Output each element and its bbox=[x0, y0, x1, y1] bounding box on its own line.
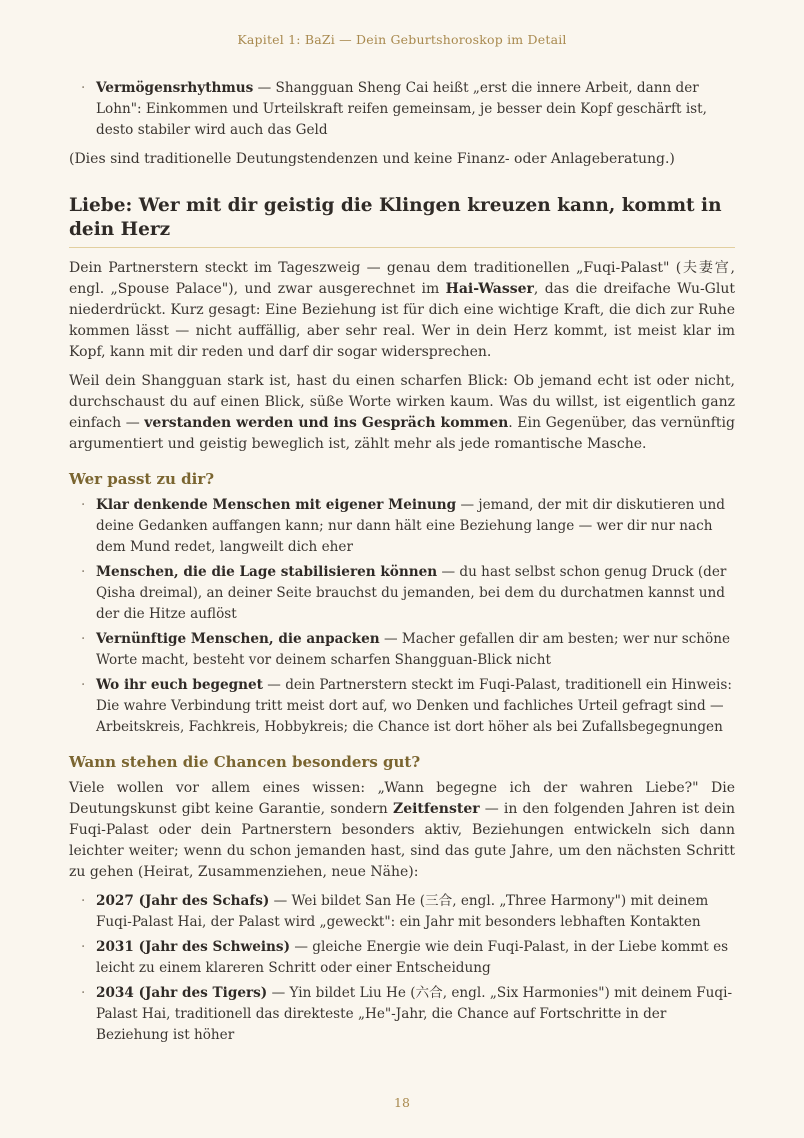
bullet-dot: · bbox=[81, 497, 86, 513]
bullet-dot: · bbox=[81, 80, 86, 96]
text-segment: — in den folgenden Jahren ist dein Fuqi-Palast oder dein Partnerstern besonders aktiv, Beziehungen entwickeln sich dann leichter weiter; wenn du schon jemanden hast, sind das gute Jahre, um den nächsten Schritt zu gehen (Heirat, Zusammenziehen, neue Nähe): bbox=[69, 801, 735, 880]
chances-paragraph bbox=[69, 778, 735, 883]
list-item-text: — dein Partnerstern steckt im Fuqi-Palast, traditionell ein Hinweis: Die wahre Verbindung tritt meist dort auf, wo Denken und fachliches Urteil gefragt sind — Arbeitskreis, Fachkreis, Hobbykreis; die Chance ist dort höher als bei Zufallsbegegnungen bbox=[96, 677, 732, 735]
text-segment: Viele wollen vor allem eines wissen: „Wann begegne ich der wahren Liebe?" Die Deutungskunst gibt keine Garantie, sondern bbox=[69, 780, 735, 817]
bold-term: Zeitfenster bbox=[392, 801, 480, 817]
list-item bbox=[69, 983, 735, 1046]
list-item bbox=[69, 675, 735, 738]
list-item bbox=[69, 937, 735, 979]
list-item-text: — Wei bildet San He (三合, engl. „Three Harmony") mit deinem Fuqi-Palast Hai, der Palast wird „geweckt": ein Jahr mit besonders lebhaften Kontakten bbox=[96, 893, 709, 930]
bullet-dot: · bbox=[81, 939, 86, 955]
match-list bbox=[69, 495, 735, 738]
page-number: 18 bbox=[394, 1095, 410, 1110]
list-item-term: 2034 (Jahr des Tigers) bbox=[96, 985, 268, 1001]
list-item-term: 2031 (Jahr des Schweins) bbox=[96, 939, 291, 955]
subheading-chances: Wann stehen die Chancen besonders gut? bbox=[69, 753, 421, 771]
bold-term: verstanden werden und ins Gespräch kommen bbox=[144, 415, 509, 431]
list-item bbox=[69, 891, 735, 933]
bullet-dot: · bbox=[81, 677, 86, 693]
text-segment: Dein Partnerstern steckt im Tageszweig — genau dem traditionellen „Fuqi-Palast" (夫妻宫, engl. „Spouse Palace"), und zwar ausgerechnet im bbox=[69, 260, 735, 297]
love-paragraph-2 bbox=[69, 371, 735, 455]
list-item bbox=[69, 78, 735, 141]
list-item-term: Klar denkende Menschen mit eigener Meinung bbox=[96, 497, 457, 513]
page-content bbox=[69, 78, 735, 1050]
bullet-dot: · bbox=[81, 564, 86, 580]
list-item-term: Vermögensrhythmus bbox=[96, 80, 254, 96]
list-item-term: Wo ihr euch begegnet bbox=[96, 677, 263, 693]
bullet-dot: · bbox=[81, 631, 86, 647]
list-item-term: 2027 (Jahr des Schafs) bbox=[96, 893, 270, 909]
bullet-dot: · bbox=[81, 893, 86, 909]
list-item-text: — Macher gefallen dir am besten; wer nur schöne Worte macht, besteht vor deinem scharfen Shangguan-Blick nicht bbox=[96, 631, 731, 668]
list-item-text: — jemand, der mit dir diskutieren und deine Gedanken auffangen kann; nur dann hält eine Beziehung lange — wer dir nur nach dem Mund redet, langweilt dich eher bbox=[96, 497, 725, 555]
bold-term: Hai-Wasser bbox=[445, 281, 534, 297]
love-paragraph-1 bbox=[69, 258, 735, 363]
list-item-term: Menschen, die die Lage stabilisieren können bbox=[96, 564, 438, 580]
list-item-text: — Shangguan Sheng Cai heißt „erst die innere Arbeit, dann der Lohn": Einkommen und Urteilskraft reifen gemeinsam, je besser dein Kopf geschärft ist, desto stabiler wird auch das Geld bbox=[96, 80, 707, 138]
disclaimer: (Dies sind traditionelle Deutungstendenzen und keine Finanz- oder Anlageberatung.) bbox=[69, 151, 675, 167]
list-item-term: Vernünftige Menschen, die anpacken bbox=[96, 631, 380, 647]
text-segment: Weil dein Shangguan stark ist, hast du einen scharfen Blick: Ob jemand echt ist oder nicht, durchschaust du auf einen Blick, süße Worte wirken kaum. Was du willst, ist eigentlich ganz einfach — bbox=[69, 373, 735, 431]
wealth-list bbox=[69, 78, 735, 141]
section-heading-love: Liebe: Wer mit dir geistig die Klingen kreuzen kann, kommt in dein Herz bbox=[69, 194, 735, 248]
list-item-text: — Yin bildet Liu He (六合, engl. „Six Harmonies") mit deinem Fuqi-Palast Hai, traditionell das direkteste „He"-Jahr, die Chance auf Fortschritte in der Beziehung ist höher bbox=[96, 985, 733, 1043]
list-item bbox=[69, 629, 735, 671]
list-item bbox=[69, 562, 735, 625]
list-item-text: — gleiche Energie wie dein Fuqi-Palast, in der Liebe kommt es leicht zu einem klareren Schritt oder einer Entscheidung bbox=[96, 939, 729, 976]
list-item bbox=[69, 495, 735, 558]
text-segment: , das die dreifache Wu-Glut niederdrückt. Kurz gesagt: Eine Beziehung ist für dich eine wichtige Kraft, die dich zur Ruhe kommen lässt — nicht auffällig, aber sehr real. Wer in dein Herz kommt, ist meist klar im Kopf, kann mit dir reden und darf dir sogar widersprechen. bbox=[69, 281, 735, 360]
text-segment: . Ein Gegenüber, das vernünftig argumentiert und geistig beweglich ist, zählt mehr als jede romantische Masche. bbox=[69, 415, 735, 452]
list-item-text: — du hast selbst schon genug Druck (der Qisha dreimal), an deiner Seite brauchst du jemanden, bei dem du durchatmen kannst und der die Hitze auflöst bbox=[96, 564, 727, 622]
running-header: Kapitel 1: BaZi — Dein Geburtshoroskop im Detail bbox=[237, 32, 567, 47]
subheading-match: Wer passt zu dir? bbox=[69, 470, 215, 488]
bullet-dot: · bbox=[81, 985, 86, 1001]
chances-list bbox=[69, 891, 735, 1046]
